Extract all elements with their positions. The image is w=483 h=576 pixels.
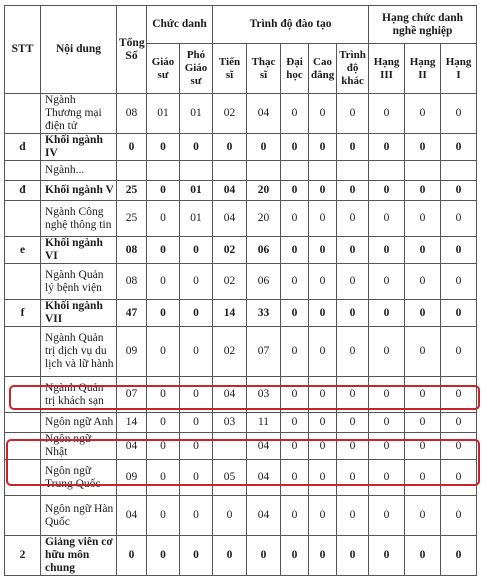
cell-stt: [5, 433, 41, 460]
cell-value: 0: [337, 134, 369, 161]
cell-stt: [5, 327, 41, 377]
cell-value: [213, 433, 247, 460]
cell-value: 01: [180, 181, 213, 201]
cell-value: [147, 161, 180, 181]
cell-value: 0: [180, 134, 213, 161]
cell-value: 0: [405, 94, 441, 134]
cell-value: 0: [405, 433, 441, 460]
table-row: [5, 201, 477, 237]
table-row: [5, 377, 477, 413]
cell-value: [441, 161, 477, 181]
cell-stt: 2: [5, 536, 41, 576]
cell-stt: [5, 264, 41, 300]
cell-value: [309, 161, 337, 181]
cell-value: 0: [405, 377, 441, 413]
cell-value: 06: [247, 237, 281, 264]
cell-value: [369, 161, 405, 181]
cell-value: 04: [247, 460, 281, 496]
cell-content: Giảng viên cơ hữu môn chung: [41, 536, 117, 576]
cell-value: 0: [405, 413, 441, 433]
cell-value: 0: [147, 460, 180, 496]
cell-value: 0: [441, 433, 477, 460]
cell-value: 0: [147, 134, 180, 161]
cell-stt: [5, 201, 41, 237]
cell-content: Ngành Quản trị khách sạn: [41, 377, 117, 413]
cell-value: 0: [309, 496, 337, 536]
cell-value: 20: [247, 181, 281, 201]
cell-value: 0: [117, 536, 147, 576]
cell-value: 0: [281, 134, 309, 161]
cell-value: 0: [441, 134, 477, 161]
cell-value: 0: [309, 433, 337, 460]
cell-value: 0: [309, 201, 337, 237]
cell-value: [247, 161, 281, 181]
cell-value: 20: [247, 201, 281, 237]
cell-value: 0: [405, 264, 441, 300]
table-row: [5, 94, 477, 134]
cell-value: 0: [281, 460, 309, 496]
cell-stt: [5, 94, 41, 134]
cell-value: 0: [337, 300, 369, 327]
cell-value: 0: [441, 300, 477, 327]
table-row: [5, 460, 477, 496]
cell-value: 0: [405, 327, 441, 377]
cell-value: 0: [369, 536, 405, 576]
subheader-rank-2: Hạng I: [441, 44, 477, 94]
cell-value: 0: [405, 237, 441, 264]
cell-value: 04: [117, 496, 147, 536]
cell-stt: d: [5, 134, 41, 161]
cell-value: 0: [441, 536, 477, 576]
cell-value: 0: [441, 496, 477, 536]
cell-stt: e: [5, 237, 41, 264]
cell-value: 04: [117, 433, 147, 460]
cell-value: 0: [180, 237, 213, 264]
table-row: [5, 237, 477, 264]
table-row: [5, 413, 477, 433]
cell-value: 07: [117, 377, 147, 413]
cell-value: 0: [281, 201, 309, 237]
cell-value: 0: [147, 377, 180, 413]
cell-value: 0: [180, 496, 213, 536]
cell-value: 0: [180, 433, 213, 460]
cell-stt: f: [5, 300, 41, 327]
cell-value: 0: [147, 181, 180, 201]
cell-value: 0: [405, 300, 441, 327]
cell-value: 0: [369, 413, 405, 433]
cell-value: 0: [369, 496, 405, 536]
cell-value: 0: [147, 496, 180, 536]
cell-value: 47: [117, 300, 147, 327]
cell-value: [405, 161, 441, 181]
cell-value: 0: [281, 433, 309, 460]
cell-value: 0: [147, 201, 180, 237]
cell-value: 14: [213, 300, 247, 327]
cell-value: 0: [309, 264, 337, 300]
staff-table: [4, 5, 477, 576]
table-row: [5, 264, 477, 300]
cell-value: 0: [337, 536, 369, 576]
subheader-edu-1: Thạc sĩ: [247, 44, 281, 94]
cell-value: 0: [441, 327, 477, 377]
subheader-title-1: Phó Giáo sư: [180, 44, 213, 94]
cell-value: 33: [247, 300, 281, 327]
header-total: Tổng Số: [117, 6, 147, 94]
cell-value: 0: [441, 94, 477, 134]
cell-value: 0: [147, 413, 180, 433]
cell-stt: [5, 460, 41, 496]
cell-value: 14: [117, 413, 147, 433]
cell-value: 0: [147, 433, 180, 460]
cell-value: 0: [369, 181, 405, 201]
header-content: Nội dung: [41, 6, 117, 94]
cell-value: 0: [337, 496, 369, 536]
table-row: [5, 496, 477, 536]
cell-value: [117, 161, 147, 181]
cell-value: 02: [213, 264, 247, 300]
cell-value: 0: [281, 377, 309, 413]
cell-value: 0: [247, 536, 281, 576]
cell-value: 0: [281, 94, 309, 134]
cell-value: 0: [281, 237, 309, 264]
cell-value: 0: [369, 300, 405, 327]
cell-value: 25: [117, 181, 147, 201]
cell-value: 0: [441, 181, 477, 201]
cell-value: 0: [180, 460, 213, 496]
cell-value: 0: [309, 536, 337, 576]
cell-stt: đ: [5, 181, 41, 201]
cell-content: Khối ngành IV: [41, 134, 117, 161]
cell-value: 0: [337, 460, 369, 496]
cell-value: 0: [405, 134, 441, 161]
cell-value: 0: [369, 264, 405, 300]
cell-value: 0: [405, 460, 441, 496]
cell-value: 0: [337, 433, 369, 460]
cell-value: 0: [337, 327, 369, 377]
subheader-rank-1: Hạng II: [405, 44, 441, 94]
cell-value: 0: [405, 536, 441, 576]
cell-value: 0: [337, 377, 369, 413]
cell-value: 0: [213, 536, 247, 576]
cell-value: 0: [281, 327, 309, 377]
cell-value: 0: [281, 536, 309, 576]
cell-value: 0: [441, 413, 477, 433]
cell-content: Khối ngành VII: [41, 300, 117, 327]
cell-value: 25: [117, 201, 147, 237]
cell-content: Khối ngành V: [41, 181, 117, 201]
cell-stt: [5, 377, 41, 413]
cell-stt: [5, 161, 41, 181]
cell-value: 04: [213, 201, 247, 237]
cell-value: 0: [369, 201, 405, 237]
cell-value: 0: [309, 134, 337, 161]
cell-value: 0: [369, 327, 405, 377]
cell-content: Ngôn ngữ Trung Quốc: [41, 460, 117, 496]
cell-value: [213, 161, 247, 181]
cell-value: 0: [147, 300, 180, 327]
cell-value: 0: [180, 377, 213, 413]
cell-value: 0: [441, 264, 477, 300]
cell-content: Ngành Công nghệ thông tin: [41, 201, 117, 237]
table-row: [5, 161, 477, 181]
cell-value: 0: [309, 237, 337, 264]
cell-value: 0: [247, 134, 281, 161]
subheader-edu-2: Đại học: [281, 44, 309, 94]
cell-value: 01: [180, 94, 213, 134]
cell-value: 0: [309, 300, 337, 327]
table-row: [5, 300, 477, 327]
cell-value: 04: [213, 181, 247, 201]
cell-value: 02: [213, 237, 247, 264]
cell-value: 0: [309, 377, 337, 413]
table-row: [5, 536, 477, 576]
cell-value: 0: [369, 237, 405, 264]
cell-value: 04: [247, 433, 281, 460]
cell-value: 0: [180, 327, 213, 377]
cell-value: 0: [309, 460, 337, 496]
cell-value: 0: [441, 377, 477, 413]
cell-value: 0: [441, 460, 477, 496]
header-rank-group: Hạng chức danh nghề nghiệp: [369, 6, 477, 44]
table-row: [5, 433, 477, 460]
subheader-edu-0: Tiến sĩ: [213, 44, 247, 94]
cell-stt: [5, 413, 41, 433]
cell-value: 0: [281, 496, 309, 536]
cell-value: 0: [180, 264, 213, 300]
cell-content: Khối ngành VI: [41, 237, 117, 264]
cell-value: 05: [213, 460, 247, 496]
cell-value: 02: [213, 94, 247, 134]
cell-value: 0: [180, 300, 213, 327]
cell-content: Ngành Quản trị dịch vụ du lịch và lữ hành: [41, 327, 117, 377]
cell-content: Ngành Quản lý bệnh viện: [41, 264, 117, 300]
cell-value: 0: [405, 201, 441, 237]
cell-value: 0: [180, 536, 213, 576]
table-row: [5, 134, 477, 161]
cell-value: 07: [247, 327, 281, 377]
subheader-edu-3: Cao đẳng: [309, 44, 337, 94]
cell-value: 08: [117, 264, 147, 300]
cell-value: 11: [247, 413, 281, 433]
cell-value: 0: [369, 433, 405, 460]
cell-value: 0: [441, 237, 477, 264]
cell-value: 0: [405, 496, 441, 536]
cell-value: 0: [281, 181, 309, 201]
cell-value: 08: [117, 237, 147, 264]
cell-value: 0: [281, 413, 309, 433]
subheader-edu-4: Trình độ khác: [337, 44, 369, 94]
cell-value: 0: [337, 94, 369, 134]
table-row: [5, 181, 477, 201]
cell-value: 0: [147, 327, 180, 377]
cell-value: 0: [369, 134, 405, 161]
cell-value: 0: [337, 181, 369, 201]
table-row: [5, 327, 477, 377]
cell-value: 0: [369, 94, 405, 134]
cell-value: 04: [247, 496, 281, 536]
cell-value: 01: [180, 201, 213, 237]
cell-content: Ngôn ngữ Anh: [41, 413, 117, 433]
cell-value: 0: [117, 134, 147, 161]
cell-value: 09: [117, 327, 147, 377]
cell-value: [281, 161, 309, 181]
cell-value: [180, 161, 213, 181]
cell-value: 0: [281, 300, 309, 327]
header-stt: STT: [5, 6, 41, 94]
cell-value: 0: [369, 377, 405, 413]
cell-content: Ngôn ngữ Hàn Quốc: [41, 496, 117, 536]
cell-value: 0: [337, 237, 369, 264]
cell-value: 03: [213, 413, 247, 433]
cell-value: 0: [147, 264, 180, 300]
cell-value: 09: [117, 460, 147, 496]
cell-content: Ngành...: [41, 161, 117, 181]
cell-value: 0: [441, 201, 477, 237]
header-edu-group: Trình độ đào tạo: [213, 6, 369, 44]
cell-value: 0: [309, 327, 337, 377]
cell-value: 0: [309, 181, 337, 201]
cell-value: 08: [117, 94, 147, 134]
cell-value: 03: [247, 377, 281, 413]
cell-value: 0: [213, 496, 247, 536]
cell-content: Ngành Thương mại điện tử: [41, 94, 117, 134]
cell-value: 02: [213, 327, 247, 377]
cell-value: 0: [309, 413, 337, 433]
header-title-group: Chức danh: [147, 6, 213, 44]
cell-value: 0: [337, 413, 369, 433]
cell-value: 0: [309, 94, 337, 134]
cell-value: 0: [281, 264, 309, 300]
cell-value: 0: [337, 264, 369, 300]
cell-value: 04: [247, 94, 281, 134]
cell-value: 0: [405, 181, 441, 201]
cell-content: Ngôn ngữ Nhật: [41, 433, 117, 460]
cell-stt: [5, 496, 41, 536]
cell-value: [337, 161, 369, 181]
cell-value: 01: [147, 94, 180, 134]
cell-value: 04: [213, 377, 247, 413]
cell-value: 0: [337, 201, 369, 237]
cell-value: 0: [147, 237, 180, 264]
cell-value: 0: [180, 413, 213, 433]
cell-value: 06: [247, 264, 281, 300]
cell-value: 0: [369, 460, 405, 496]
cell-value: 0: [147, 536, 180, 576]
subheader-title-0: Giáo sư: [147, 44, 180, 94]
cell-value: 0: [213, 134, 247, 161]
subheader-rank-0: Hạng III: [369, 44, 405, 94]
